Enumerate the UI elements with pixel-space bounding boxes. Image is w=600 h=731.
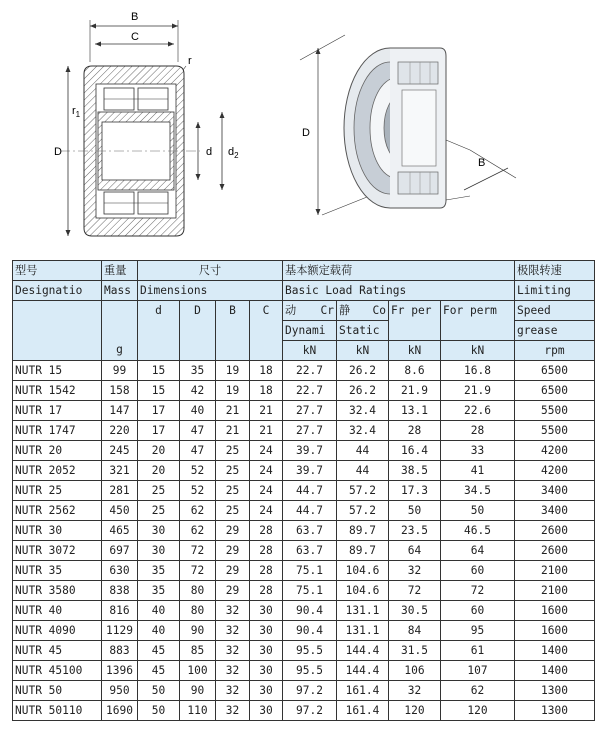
header-model-cn: 型号 [13, 261, 102, 281]
cell-rpm: 1300 [515, 681, 595, 701]
cell-d: 35 [138, 561, 180, 581]
cell-d: 20 [138, 461, 180, 481]
isometric-drawing [300, 35, 516, 215]
cell-rpm: 2600 [515, 521, 595, 541]
cell-d: 40 [138, 621, 180, 641]
cell-rpm: 2600 [515, 541, 595, 561]
label-C: C [131, 31, 139, 43]
cell-mass: 321 [102, 461, 138, 481]
cell-d: 30 [138, 521, 180, 541]
cell-C: 18 [250, 361, 283, 381]
cell-d: 25 [138, 501, 180, 521]
cell-d: 15 [138, 361, 180, 381]
cell-B: 25 [216, 441, 250, 461]
cell-mass: 883 [102, 641, 138, 661]
cell-d: 50 [138, 681, 180, 701]
cell-D: 40 [180, 401, 216, 421]
table-row [13, 481, 595, 501]
header-fr-unit: kN [389, 341, 441, 361]
cell-fp: 64 [441, 541, 515, 561]
cell-B: 32 [216, 701, 250, 721]
bearing-drawings [0, 0, 600, 258]
cell-fp: 28 [441, 421, 515, 441]
cell-fp: 33 [441, 441, 515, 461]
cell-fp: 72 [441, 581, 515, 601]
cell-fr: 72 [389, 581, 441, 601]
cell-B: 32 [216, 621, 250, 641]
cell-B: 25 [216, 481, 250, 501]
cell-C: 30 [250, 661, 283, 681]
header-col-D: D [180, 301, 216, 361]
cell-co: 44 [337, 441, 389, 461]
table-row [13, 461, 595, 481]
cell-co: 104.6 [337, 561, 389, 581]
cell-co: 32.4 [337, 401, 389, 421]
cell-fr: 106 [389, 661, 441, 681]
cell-B: 21 [216, 401, 250, 421]
cell-B: 32 [216, 601, 250, 621]
header-dyn-en: Dynami [283, 321, 337, 341]
header-dyn-cn: 动 [285, 304, 297, 317]
cell-fp: 46.5 [441, 521, 515, 541]
cell-rpm: 3400 [515, 501, 595, 521]
table-row [13, 661, 595, 681]
cell-rpm: 2100 [515, 561, 595, 581]
table-row [13, 401, 595, 421]
cell-fp: 61 [441, 641, 515, 661]
cell-co: 144.4 [337, 641, 389, 661]
cell-rpm: 6500 [515, 361, 595, 381]
cell-co: 89.7 [337, 541, 389, 561]
cell-D: 35 [180, 361, 216, 381]
cell-fp: 95 [441, 621, 515, 641]
cell-fr: 64 [389, 541, 441, 561]
cell-co: 57.2 [337, 481, 389, 501]
cell-C: 21 [250, 421, 283, 441]
cell-cr: 44.7 [283, 501, 337, 521]
cell-co: 57.2 [337, 501, 389, 521]
header-stat-sym: Co [372, 304, 387, 317]
cell-d: 30 [138, 541, 180, 561]
cell-D: 42 [180, 381, 216, 401]
cell-mass: 816 [102, 601, 138, 621]
header-stat-unit: kN [337, 341, 389, 361]
header-speed-cn: 极限转速 [515, 261, 595, 281]
cell-cr: 63.7 [283, 521, 337, 541]
cell-model: NUTR 50 [13, 681, 102, 701]
cell-model: NUTR 2562 [13, 501, 102, 521]
cell-cr: 39.7 [283, 441, 337, 461]
cell-model: NUTR 45 [13, 641, 102, 661]
header-dims-en: Dimensions [138, 281, 283, 301]
cell-model: NUTR 20 [13, 441, 102, 461]
cell-fr: 32 [389, 561, 441, 581]
cell-C: 24 [250, 461, 283, 481]
cell-C: 24 [250, 481, 283, 501]
header-mass-unit: g [102, 301, 138, 361]
cell-mass: 281 [102, 481, 138, 501]
cell-D: 72 [180, 561, 216, 581]
cell-C: 30 [250, 701, 283, 721]
cell-fr: 28 [389, 421, 441, 441]
cell-D: 62 [180, 521, 216, 541]
cell-cr: 75.1 [283, 561, 337, 581]
cell-rpm: 1600 [515, 601, 595, 621]
cell-model: NUTR 50110 [13, 701, 102, 721]
cell-rpm: 5500 [515, 401, 595, 421]
table-row [13, 521, 595, 541]
cell-fr: 32 [389, 681, 441, 701]
cell-co: 89.7 [337, 521, 389, 541]
header-model-blank [13, 301, 102, 361]
cell-mass: 838 [102, 581, 138, 601]
cell-co: 144.4 [337, 661, 389, 681]
cell-C: 28 [250, 541, 283, 561]
header-col-d: d [138, 301, 180, 361]
cell-d: 25 [138, 481, 180, 501]
cell-cr: 22.7 [283, 361, 337, 381]
cell-cr: 63.7 [283, 541, 337, 561]
cell-fr: 50 [389, 501, 441, 521]
cell-model: NUTR 3072 [13, 541, 102, 561]
header-row-en [13, 281, 595, 301]
cell-fp: 107 [441, 661, 515, 681]
table-row [13, 641, 595, 661]
table-row [13, 381, 595, 401]
table-row [13, 561, 595, 581]
cell-model: NUTR 40 [13, 601, 102, 621]
cell-D: 100 [180, 661, 216, 681]
cell-fp: 60 [441, 561, 515, 581]
cell-D: 47 [180, 441, 216, 461]
cell-B: 32 [216, 641, 250, 661]
cell-cr: 75.1 [283, 581, 337, 601]
cell-C: 18 [250, 381, 283, 401]
cross-section-drawing [54, 11, 239, 236]
cell-cr: 27.7 [283, 401, 337, 421]
table-row [13, 681, 595, 701]
cell-B: 19 [216, 381, 250, 401]
table-row [13, 541, 595, 561]
cell-C: 30 [250, 641, 283, 661]
cell-rpm: 2100 [515, 581, 595, 601]
header-dims-cn: 尺寸 [138, 261, 283, 281]
header-load-cn: 基本额定载荷 [283, 261, 515, 281]
cell-model: NUTR 35 [13, 561, 102, 581]
cell-B: 21 [216, 421, 250, 441]
cell-model: NUTR 15 [13, 361, 102, 381]
cell-fr: 23.5 [389, 521, 441, 541]
cell-fr: 13.1 [389, 401, 441, 421]
cell-model: NUTR 30 [13, 521, 102, 541]
cell-cr: 95.5 [283, 661, 337, 681]
cell-B: 25 [216, 461, 250, 481]
cell-co: 104.6 [337, 581, 389, 601]
cell-B: 19 [216, 361, 250, 381]
label-iso-D: D [302, 127, 310, 139]
cell-D: 90 [180, 621, 216, 641]
cell-D: 62 [180, 501, 216, 521]
cell-mass: 950 [102, 681, 138, 701]
cell-rpm: 1400 [515, 661, 595, 681]
header-dyn-unit: kN [283, 341, 337, 361]
table-row [13, 421, 595, 441]
cell-fr: 17.3 [389, 481, 441, 501]
cell-fp: 60 [441, 601, 515, 621]
header-speed-en1: Limiting [515, 281, 595, 301]
cell-d: 45 [138, 661, 180, 681]
cell-fr: 8.6 [389, 361, 441, 381]
cell-rpm: 4200 [515, 461, 595, 481]
header-mass-cn: 重量 [102, 261, 138, 281]
cell-C: 30 [250, 621, 283, 641]
cell-fp: 41 [441, 461, 515, 481]
cell-B: 29 [216, 541, 250, 561]
header-speed-en3: grease [515, 321, 595, 341]
cell-co: 26.2 [337, 361, 389, 381]
spec-table [12, 260, 595, 721]
cell-rpm: 1400 [515, 641, 595, 661]
cell-mass: 630 [102, 561, 138, 581]
cell-model: NUTR 3580 [13, 581, 102, 601]
cell-cr: 44.7 [283, 481, 337, 501]
header-speed-en2: Speed [515, 301, 595, 321]
cell-cr: 97.2 [283, 701, 337, 721]
cell-mass: 450 [102, 501, 138, 521]
cell-C: 28 [250, 521, 283, 541]
table-body [13, 361, 595, 721]
cell-rpm: 4200 [515, 441, 595, 461]
cell-C: 30 [250, 681, 283, 701]
cell-co: 131.1 [337, 621, 389, 641]
cell-B: 29 [216, 521, 250, 541]
cell-D: 90 [180, 681, 216, 701]
cell-d: 17 [138, 421, 180, 441]
cell-fp: 62 [441, 681, 515, 701]
cell-D: 110 [180, 701, 216, 721]
header-model-en: Designatio [13, 281, 102, 301]
cell-cr: 95.5 [283, 641, 337, 661]
cell-B: 25 [216, 501, 250, 521]
cell-C: 24 [250, 501, 283, 521]
header-for: For perm [441, 301, 515, 341]
cell-co: 131.1 [337, 601, 389, 621]
cell-d: 17 [138, 401, 180, 421]
cell-D: 85 [180, 641, 216, 661]
header-dyn-sym: Cr [320, 304, 335, 317]
cell-mass: 220 [102, 421, 138, 441]
cell-fr: 38.5 [389, 461, 441, 481]
cell-rpm: 1600 [515, 621, 595, 641]
cell-fr: 31.5 [389, 641, 441, 661]
cell-D: 52 [180, 461, 216, 481]
header-fr: Fr per [389, 301, 441, 341]
cell-D: 80 [180, 581, 216, 601]
cell-D: 52 [180, 481, 216, 501]
cell-d: 35 [138, 581, 180, 601]
cell-C: 28 [250, 561, 283, 581]
cell-model: NUTR 25 [13, 481, 102, 501]
cell-mass: 99 [102, 361, 138, 381]
cell-fr: 84 [389, 621, 441, 641]
cell-C: 28 [250, 581, 283, 601]
cell-cr: 39.7 [283, 461, 337, 481]
cell-cr: 22.7 [283, 381, 337, 401]
cell-co: 161.4 [337, 701, 389, 721]
cell-fp: 16.8 [441, 361, 515, 381]
cell-co: 44 [337, 461, 389, 481]
label-r: r [188, 55, 192, 67]
cell-B: 29 [216, 561, 250, 581]
header-stat [337, 301, 389, 321]
label-r1: $r_1$ [72, 105, 81, 119]
cell-rpm: 1300 [515, 701, 595, 721]
cell-model: NUTR 1542 [13, 381, 102, 401]
cell-D: 80 [180, 601, 216, 621]
cell-cr: 27.7 [283, 421, 337, 441]
cell-cr: 97.2 [283, 681, 337, 701]
label-d2: $d_2$ [228, 146, 239, 160]
cell-mass: 245 [102, 441, 138, 461]
cell-mass: 147 [102, 401, 138, 421]
header-speed-unit: rpm [515, 341, 595, 361]
header-stat-cn: 静 [339, 304, 351, 317]
cell-fp: 22.6 [441, 401, 515, 421]
header-col-C: C [250, 301, 283, 361]
cell-model: NUTR 17 [13, 401, 102, 421]
cell-fp: 34.5 [441, 481, 515, 501]
cell-fp: 50 [441, 501, 515, 521]
cell-D: 47 [180, 421, 216, 441]
table-row [13, 621, 595, 641]
table-row [13, 501, 595, 521]
cell-d: 40 [138, 601, 180, 621]
cell-model: NUTR 2052 [13, 461, 102, 481]
header-col-B: B [216, 301, 250, 361]
cell-mass: 697 [102, 541, 138, 561]
table-row [13, 701, 595, 721]
cell-mass: 1129 [102, 621, 138, 641]
cell-cr: 90.4 [283, 601, 337, 621]
table-row [13, 601, 595, 621]
cell-co: 32.4 [337, 421, 389, 441]
header-load-en: Basic Load Ratings [283, 281, 515, 301]
header-row-sub [13, 301, 595, 321]
label-D: D [54, 146, 62, 158]
cell-C: 24 [250, 441, 283, 461]
cell-d: 15 [138, 381, 180, 401]
cell-C: 30 [250, 601, 283, 621]
cell-mass: 158 [102, 381, 138, 401]
header-stat-en: Static [337, 321, 389, 341]
cell-rpm: 5500 [515, 421, 595, 441]
label-d: d [206, 146, 213, 158]
table-row [13, 361, 595, 381]
header-for-unit: kN [441, 341, 515, 361]
label-B: B [131, 11, 139, 23]
cell-mass: 1690 [102, 701, 138, 721]
cell-co: 26.2 [337, 381, 389, 401]
table-row [13, 581, 595, 601]
cell-B: 29 [216, 581, 250, 601]
cell-fr: 30.5 [389, 601, 441, 621]
cell-fp: 120 [441, 701, 515, 721]
cell-model: NUTR 4090 [13, 621, 102, 641]
cell-rpm: 6500 [515, 381, 595, 401]
cell-d: 50 [138, 701, 180, 721]
label-iso-B: B [478, 157, 486, 169]
cell-d: 20 [138, 441, 180, 461]
cell-mass: 1396 [102, 661, 138, 681]
cell-model: NUTR 45100 [13, 661, 102, 681]
cell-d: 45 [138, 641, 180, 661]
cell-C: 21 [250, 401, 283, 421]
cell-co: 161.4 [337, 681, 389, 701]
cell-B: 32 [216, 681, 250, 701]
cell-rpm: 3400 [515, 481, 595, 501]
header-mass-en: Mass [102, 281, 138, 301]
header-row-cn [13, 261, 595, 281]
cell-model: NUTR 1747 [13, 421, 102, 441]
cell-fr: 21.9 [389, 381, 441, 401]
table-row [13, 441, 595, 461]
cell-fr: 120 [389, 701, 441, 721]
cell-fp: 21.9 [441, 381, 515, 401]
cell-D: 72 [180, 541, 216, 561]
cell-fr: 16.4 [389, 441, 441, 461]
cell-cr: 90.4 [283, 621, 337, 641]
cell-mass: 465 [102, 521, 138, 541]
header-dyn [283, 301, 337, 321]
cell-B: 32 [216, 661, 250, 681]
